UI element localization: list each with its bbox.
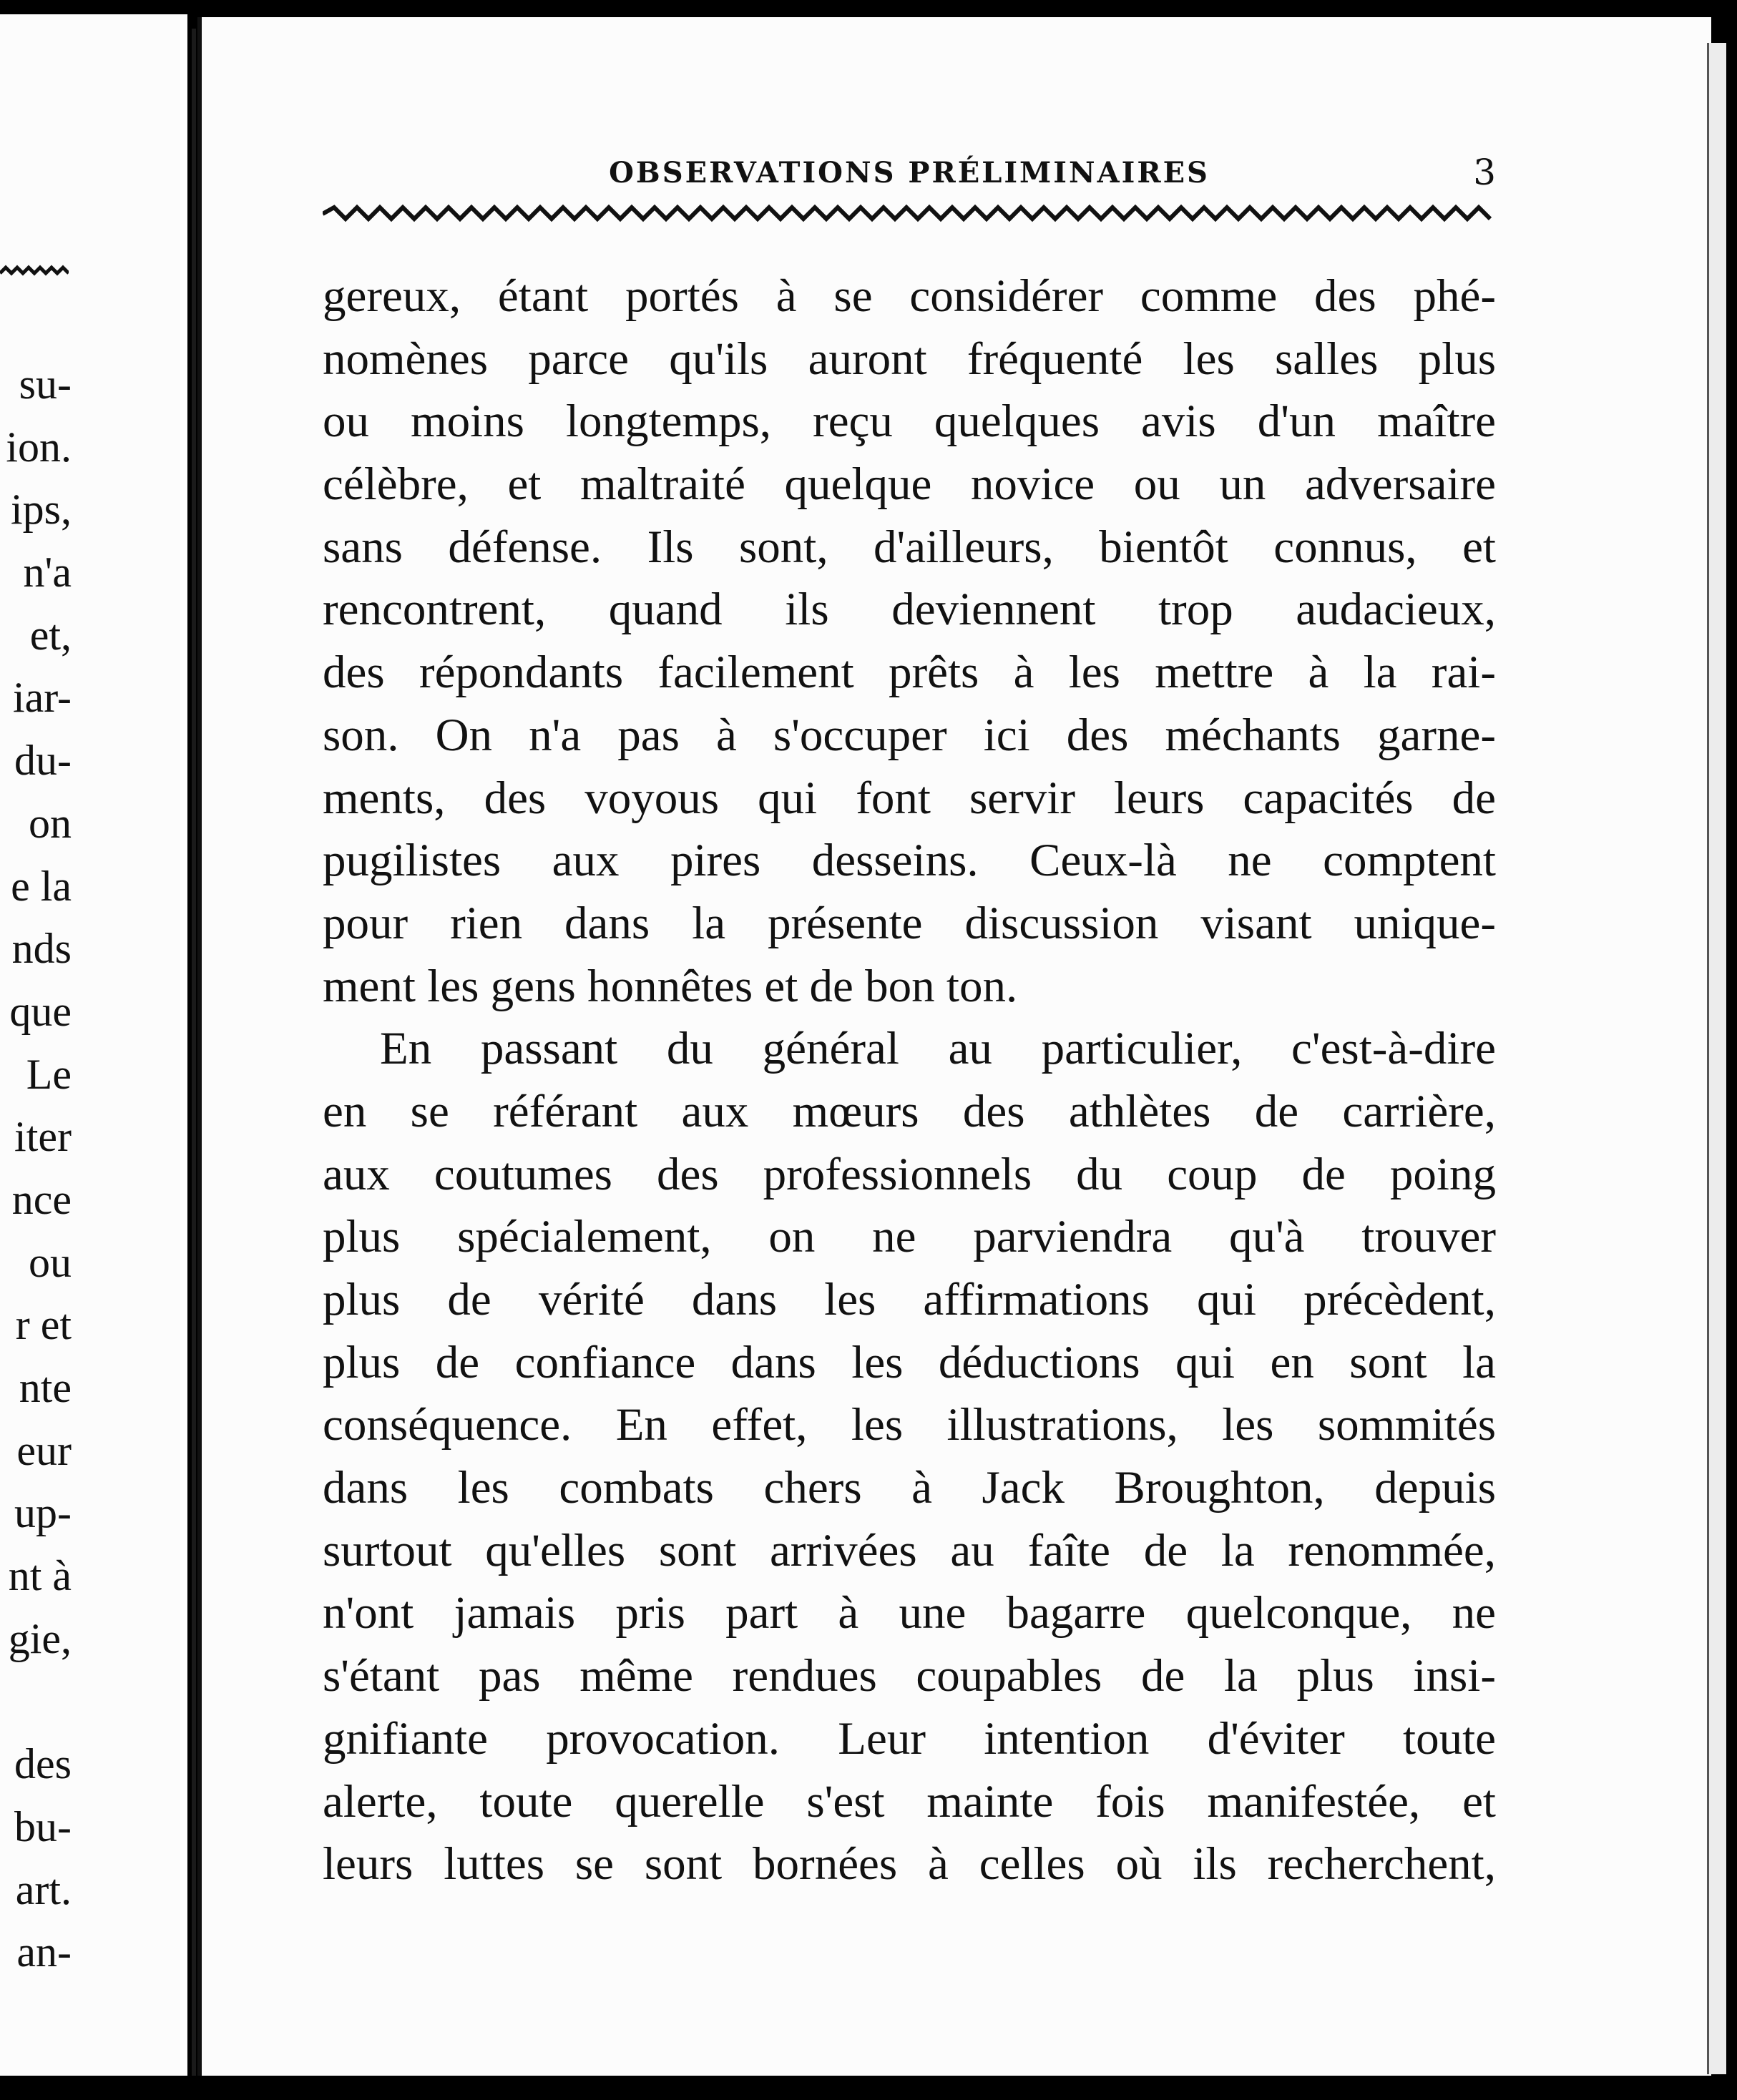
- left-page-text: [0, 353, 72, 1984]
- page-edge: [1707, 43, 1726, 2074]
- left-line: ips,: [10, 486, 72, 534]
- text-line: leurs luttes se sont bornées à celles où ils recherchent,: [323, 1838, 1496, 1890]
- left-line: nte: [19, 1364, 72, 1411]
- running-head: [323, 143, 1496, 193]
- ornament-rule: [323, 203, 1496, 225]
- text-line: alerte, toute querelle s'est mainte fois manifestée, et: [323, 1775, 1496, 1827]
- text-line: nomènes parce qu'ils auront fréquenté les salles plus: [323, 333, 1496, 385]
- text-line: plus spécialement, on ne parviendra qu'à trouver: [323, 1211, 1496, 1263]
- left-line: an-: [16, 1928, 72, 1976]
- text-line: conséquence. En effet, les illustrations, les sommités: [323, 1399, 1496, 1451]
- text-line: surtout qu'elles sont arrivées au faîte de la renommée,: [323, 1524, 1496, 1576]
- left-page: [0, 14, 187, 2081]
- left-line: iter: [14, 1113, 72, 1161]
- left-line: nds: [11, 925, 72, 973]
- text-line: sans défense. Ils sont, d'ailleurs, bientôt connus, et: [323, 521, 1496, 573]
- text-line: célèbre, et maltraité quelque novice ou un adversaire: [323, 458, 1496, 511]
- body-text: [323, 265, 1496, 1896]
- text-line: en se référant aux mœurs des athlètes de carrière,: [323, 1085, 1496, 1137]
- text-line: rencontrent, quand ils deviennent trop audacieux,: [323, 584, 1496, 636]
- page-number: 3: [1473, 152, 1496, 193]
- text-line: plus de vérité dans les affirmations qui précèdent,: [323, 1274, 1496, 1325]
- left-line: [0, 1670, 72, 1733]
- text-line: s'étant pas même rendues coupables de la plus insi-: [323, 1650, 1496, 1702]
- text-line: ment les gens honnêtes et de bon ton.: [323, 960, 1018, 1012]
- left-line: nce: [11, 1175, 72, 1223]
- text-line: En passant du général au particulier, c'est-à-dire: [380, 1023, 1496, 1075]
- text-line: n'ont jamais pris part à une bagarre quelconque, ne: [323, 1587, 1496, 1639]
- text-line: pour rien dans la présente discussion visant unique-: [323, 897, 1496, 949]
- text-line: ments, des voyous qui font servir leurs capacités de: [323, 772, 1496, 824]
- text-line: gnifiante provocation. Leur intention d'éviter toute: [323, 1712, 1496, 1765]
- left-line: up-: [14, 1489, 72, 1537]
- text-line: des répondants facilement prêts à les mettre à la rai-: [323, 647, 1496, 699]
- left-line: que: [9, 987, 72, 1035]
- left-line: e la: [11, 862, 72, 910]
- left-line: ion.: [6, 423, 72, 471]
- scan-border: [0, 2076, 1737, 2100]
- left-line: su-: [19, 360, 72, 408]
- text-line: dans les combats chers à Jack Broughton, depuis: [323, 1462, 1496, 1514]
- left-line: nt à: [8, 1552, 72, 1600]
- left-line: gie,: [8, 1614, 72, 1662]
- gutter-shadow: [192, 29, 196, 2081]
- left-line: des: [14, 1740, 72, 1788]
- left-line: iar-: [12, 674, 72, 722]
- left-line: art.: [15, 1865, 72, 1913]
- text-line: ou moins longtemps, reçu quelques avis d'un maître: [323, 396, 1496, 448]
- text-line: pugilistes aux pires desseins. Ceux-là ne comptent: [323, 835, 1496, 887]
- left-line: bu-: [14, 1802, 72, 1850]
- left-line: et,: [29, 611, 72, 659]
- left-line: eur: [16, 1426, 72, 1474]
- running-head-title: OBSERVATIONS PRÉLIMINAIRES: [609, 156, 1210, 190]
- text-line: plus de confiance dans les déductions qui en sont la: [323, 1336, 1496, 1388]
- text-line: aux coutumes des professionnels du coup de poing: [323, 1148, 1496, 1200]
- text-line: son. On n'a pas à s'occuper ici des méchants garne-: [323, 709, 1496, 761]
- left-line: ou: [29, 1238, 72, 1286]
- left-line: n'a: [23, 549, 72, 597]
- page-content: [323, 143, 1496, 1896]
- left-line: r et: [15, 1301, 72, 1349]
- left-line: on: [29, 799, 72, 847]
- text-line: gereux, étant portés à se considérer comme des phé-: [323, 270, 1496, 322]
- left-line: du-: [14, 737, 72, 785]
- left-ornament-rule: [0, 263, 69, 283]
- left-line: Le: [26, 1050, 72, 1098]
